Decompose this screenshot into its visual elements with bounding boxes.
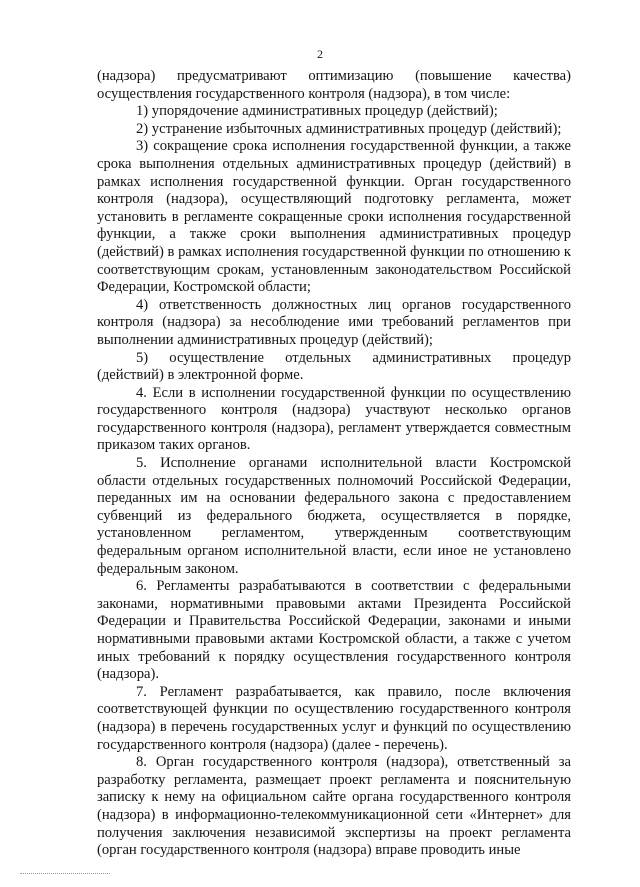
- paragraph: 4) ответственность должностных лиц органов государственного контроля (надзора) за несоблюдение ими требований регламентов при выполнении административных процедур (действий);: [97, 296, 571, 348]
- paragraph: 6. Регламенты разрабатываются в соответствии с федеральными законами, нормативными правовыми актами Президента Российской Федерации и Правительства Российской Федерации, законами и иными нормативными правовыми актами Костромской области, а также с учетом иных требований к порядку осуществления государственного контроля (надзора).: [97, 578, 571, 683]
- scan-artifact-line: [20, 873, 110, 874]
- paragraph: 3) сокращение срока исполнения государственной функции, а также срока выполнения отдельных административных процедур (действий) в рамках исполнения государственной функции. Орган государственного контроля (надзора), осуществляющий подготовку регламента, может установить в регламенте сокращенные сроки исполнения государственной функции, а также сроки выполнения административных процедур (действий) в рамках исполнения государственной функции по отношению к соответствующим срокам, установленным законодательством Российской Федерации, Костромской области;: [97, 138, 571, 296]
- paragraph: 7. Регламент разрабатывается, как правило, после включения соответствующей функции по осуществлению государственного контроля (надзора) в перечень государственных услуг и функций по осуществлению государственного контроля (надзора) (далее - перечень).: [97, 683, 571, 753]
- paragraph: 4. Если в исполнении государственной функции по осуществлению государственного контроля (надзора) участвуют несколько органов государственного контроля (надзора), регламент утверждается совместным приказом таких органов.: [97, 384, 571, 454]
- page-number: 2: [317, 47, 323, 61]
- paragraph: (надзора) предусматривают оптимизацию (повышение качества) осуществления государственного контроля (надзора), в том числе:: [97, 68, 571, 102]
- paragraph: 5) осуществление отдельных административных процедур (действий) в электронной форме.: [97, 349, 571, 384]
- paragraph: 8. Орган государственного контроля (надзора), ответственный за разработку регламента, размещает проект регламента и пояснительную записку к нему на официальном сайте органа государственного контроля (надзора) в информационно-телекоммуникационной сети «Интернет» для получения заключения независимой экспертизы на проект регламента (орган государственного контроля (надзора) вправе проводить иные: [97, 754, 571, 859]
- document-body: [97, 68, 571, 860]
- paragraph: 5. Исполнение органами исполнительной власти Костромской области отдельных государственных полномочий Российской Федерации, переданных им на основании федерального закона с предоставлением субвенций из федерального бюджета, осуществляется в порядке, установленном регламентом, утвержденным соответствующим федеральным органом исполнительной власти, если иное не установлено федеральным законом.: [97, 455, 571, 577]
- paragraph: 1) упорядочение административных процедур (действий);: [136, 103, 498, 120]
- paragraph: 2) устранение избыточных административных процедур (действий);: [136, 120, 562, 137]
